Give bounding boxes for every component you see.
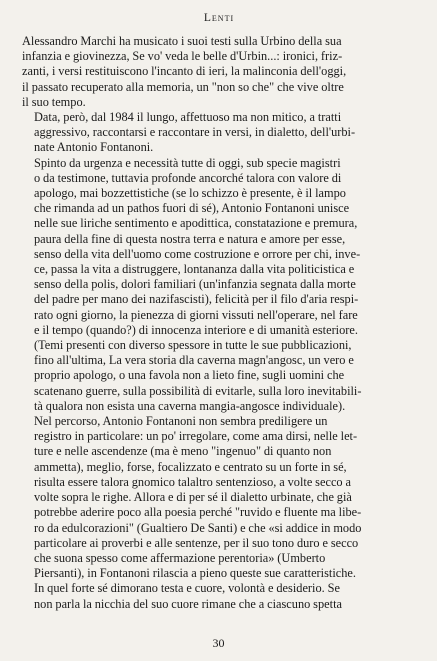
paragraph	[22, 110, 416, 156]
text-line: Data, però, dal 1984 il lungo, affettuoso ma non mitico, a tratti	[34, 110, 342, 125]
text-line: che rimanda ad un pathos fuori di sé), Antonio Fontanoni unisce	[34, 201, 350, 216]
text-line: nelle sue liriche sentimento e apoditticа, constatazione e premura,	[34, 216, 358, 231]
text-line: registro in particolare: un po' irregolare, come ama dirsi, nelle let-	[34, 429, 358, 444]
text-line: particolare ai proverbi e alle sentenze, per il suo tono duro e secco	[34, 535, 359, 550]
text-line: aggressivo, raccontarsi e raccontare in versi, in dialetto, dell'urbi-	[34, 125, 356, 140]
text-line: paura della fine di questa nostra terra e natura e amore per esse,	[34, 231, 346, 246]
text-line: Nel percorso, Antonio Fontanoni non sembra prediligere un	[34, 414, 328, 429]
text-line: rato ogni giorno, la pienezza di giorni vissuti nell'operare, nel fare	[34, 307, 358, 322]
text-line: zanti, i versi restituiscono l'incanto di ieri, la malinconia dell'oggi,	[22, 64, 347, 79]
text-line: risulta essere talora gnomico talaltro sentenzioso, a volte secco a	[34, 474, 351, 489]
text-line: senso della polis, dolori familiari (un'infanzia segnata dalla morte	[34, 277, 356, 292]
text-line: senso della vita dell'uomo come costruzione e orrore per chi, inve-	[34, 246, 361, 261]
paragraph	[22, 34, 416, 110]
text-line: nate Antonio Fontanoni.	[34, 140, 154, 155]
text-line: ro da edulcorazioni" (Gualtiero De Santi) e che «si addice in modo	[34, 520, 362, 535]
text-line: (Temi presenti con diverso spessore in tutte le sue pubblicazioni,	[34, 338, 352, 353]
text-line: ce, passa la vita a distruggere, lontananza dalla vita politicistica e	[34, 262, 355, 277]
text-line: Spinto da urgenza e necessità tutte di oggi, sub specie magistri	[34, 155, 341, 170]
text-line: del padre per mano dei nazifascisti), felicità per il filo d'aria respi-	[34, 292, 359, 307]
text-line: volte sopra le righe. Allora e di per sé il dialetto urbinate, che già	[34, 490, 352, 505]
text-line: fino all'ultima, La vera storia dla caverna magn'angosc, un vero e	[34, 353, 354, 368]
text-line: infanzia e giovinezza, Se vo' veda le belle d'Urbin...: ironici, friz-	[22, 49, 343, 64]
text-line: potrebbe aderire poco alla poesia perché "ruvido e fluente ma libe-	[34, 505, 362, 520]
text-line: Piersanti), in Fontanoni rilascia a pieno queste sue caratteristiche.	[34, 566, 356, 581]
page-number: 30	[212, 636, 225, 650]
text-line: tà qualora non esista una caverna mangia-angosce individuale).	[34, 398, 346, 413]
book-page	[22, 12, 416, 612]
text-line: apologo, mai bozzettistiche (se lo schizzo è presente, è il lampo	[34, 186, 346, 201]
text-line: scatenano guerre, sulla possibilità di evitarle, sulla loro inevitabili-	[34, 383, 362, 398]
text-line: ture e nelle ascendenze (ma è meno "ingenuo" di quanto non	[34, 444, 332, 459]
text-line: il suo tempo.	[22, 94, 86, 109]
text-line: Alessandro Marchi ha musicato i suoi testi sulla Urbino della sua	[22, 34, 342, 48]
text-line: il passato recuperato alla memoria, un "non so che" che vive oltre	[22, 79, 344, 94]
paragraph	[22, 156, 416, 414]
paragraph	[22, 581, 416, 611]
text-line: ammetta), meglio, forse, focalizzato e centrato su un forte in sé,	[34, 459, 347, 474]
body-text	[22, 34, 416, 612]
text-line: In quel forte sé dimorano testa e cuore, volontà e desiderio. Se	[34, 581, 340, 596]
paragraph	[22, 414, 416, 581]
text-line: e il tempo (quando?) di innocenza interiore e di umanità esteriore.	[34, 322, 358, 337]
text-line: proprio apologo, o una favola non a lieto fine, sugli uomini che	[34, 368, 345, 383]
text-line: che suona spesso come affermazione perentoria» (Umberto	[34, 550, 326, 565]
text-line: o da testimone, tuttavia profonde ancorché talora con valore di	[34, 170, 342, 185]
running-head: Lenti	[203, 12, 235, 24]
text-line: non parla la nicchia del suo cuore rimane che a ciascuno spetta	[34, 596, 342, 611]
